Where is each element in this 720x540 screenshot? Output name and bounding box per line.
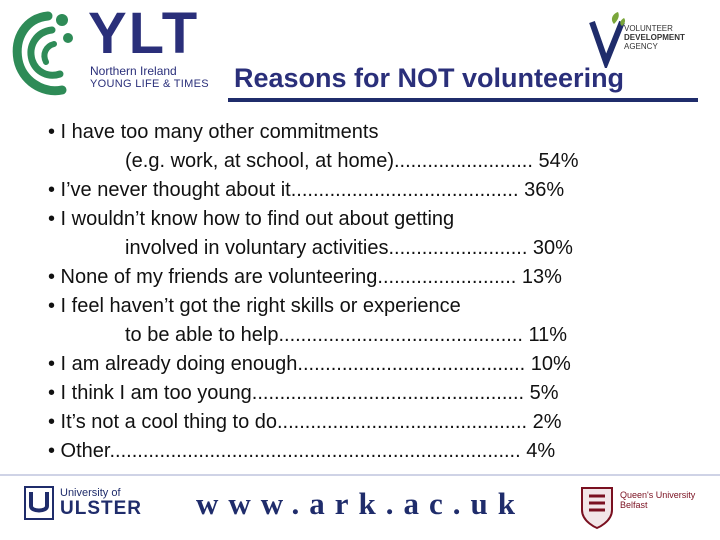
- vda-logo-text: [624, 24, 685, 51]
- vda-logo: [588, 8, 708, 68]
- qub-line-1: Queen's University: [620, 490, 696, 500]
- vda-line-2: DEVELOPMENT: [624, 33, 685, 42]
- ulster-logo-line2: ULSTER: [60, 498, 142, 519]
- ylt-swirl-icon: [8, 8, 82, 100]
- ulster-logo: [24, 484, 154, 524]
- vda-leaf-icon: [588, 8, 628, 68]
- qub-line-2: Belfast: [620, 500, 648, 510]
- list-item: • I have too many other commitments: [48, 121, 379, 143]
- list-item: • I am already doing enough......................................... 10%: [48, 353, 571, 375]
- list-item: • I wouldn’t know how to find out about getting: [48, 208, 455, 230]
- vda-line-1: VOLUNTEER: [624, 24, 673, 33]
- ylt-logo-subtitle: Northern Ireland: [90, 64, 177, 78]
- website-link[interactable]: www.ark.ac.uk: [196, 486, 525, 521]
- qub-crest-icon: [580, 486, 614, 530]
- reasons-list: [48, 118, 668, 466]
- list-item: • Other.......................................................................... 4%: [48, 440, 556, 462]
- qub-logo: [580, 484, 700, 532]
- slide-title: Reasons for NOT volunteering: [234, 63, 625, 93]
- list-item-continuation: to be able to help............................................ 11%: [125, 324, 568, 346]
- ylt-logo: [8, 1, 213, 100]
- ulster-crest-icon: [24, 486, 54, 520]
- footer-divider: [0, 474, 720, 476]
- ylt-logo-tagline: YOUNG LIFE & TIMES: [90, 78, 209, 90]
- list-item: • I feel haven’t got the right skills or experience: [48, 295, 461, 317]
- list-item: • I’ve never thought about it......................................... 36%: [48, 179, 565, 201]
- list-item: • None of my friends are volunteering......................... 13%: [48, 266, 562, 288]
- list-item: • It’s not a cool thing to do............................................. 2%: [48, 411, 562, 433]
- vda-line-3: AGENCY: [624, 42, 658, 51]
- ulster-logo-line1: University of: [60, 487, 121, 499]
- list-item-continuation: (e.g. work, at school, at home)......................... 54%: [125, 150, 579, 172]
- ylt-logo-text: YLT: [88, 1, 200, 66]
- title-underline: [228, 98, 698, 102]
- list-item: • I think I am too young................................................. 5%: [48, 382, 559, 404]
- list-item-continuation: involved in voluntary activities......................... 30%: [125, 237, 573, 259]
- qub-logo-text: [620, 490, 695, 510]
